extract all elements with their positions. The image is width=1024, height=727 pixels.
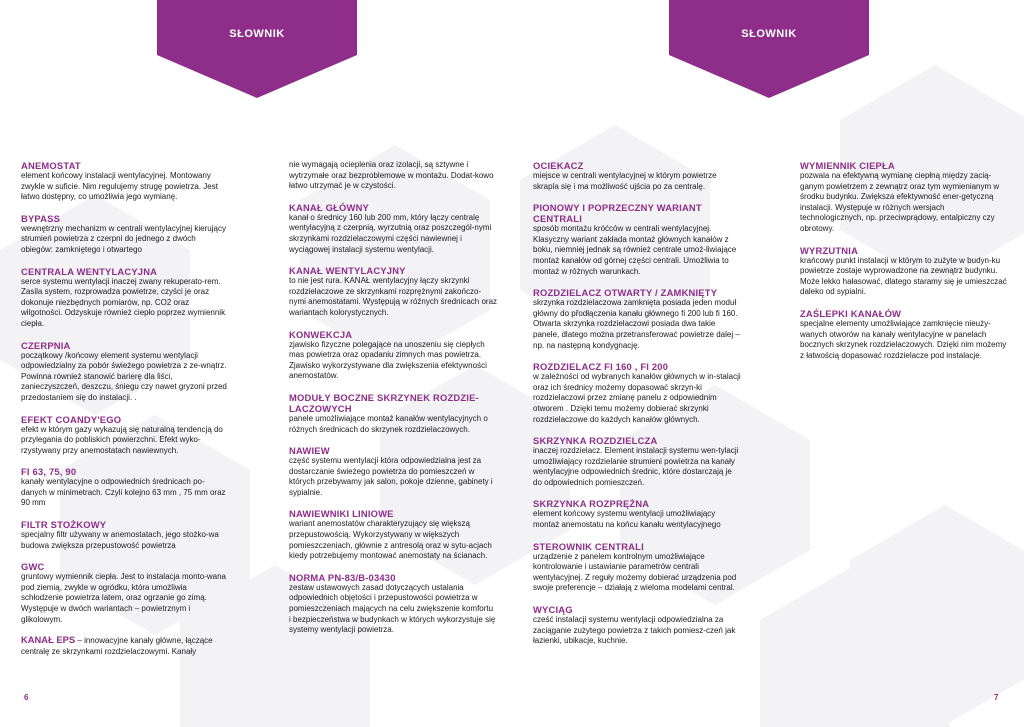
glossary-definition: cześć instalacji systemu wentylacji odpowiedzialna za zaciąganie zużytego powietrza z takich pomiesz-czeń jak łazienki, ubikacje, kuchnie. — [533, 615, 736, 646]
glossary-entry — [800, 160, 1008, 235]
glossary-entry — [21, 466, 229, 509]
glossary-definition: kanały wentylacyjne o odpowiednich średnicach po-danych w minimetrach. Czyli kolejno 63 mm , 75 mm oraz 90 mm — [21, 477, 226, 508]
glossary-entry — [800, 245, 1008, 298]
glossary-definition: serce systemu wentylacji inaczej zwany rekuperato-rem. Zasila system, rozprowadza powietrze, czyści je oraz dokonuje niezbędnych pomiarów, np. CO2 oraz wilgotności. Odzyskuje również ciepło poprzez wymiennik ciepła. — [21, 276, 226, 328]
glossary-entry — [21, 519, 229, 551]
glossary-term: ANEMOSTAT — [21, 160, 81, 171]
glossary-term: NAWIEW — [289, 445, 330, 457]
glossary-entry — [21, 266, 229, 330]
glossary-term: SKRZYNKA ROZDZIELCZA — [533, 435, 658, 447]
glossary-definition-continuation: nie wymagają ocieplenia oraz izolacji, są sztywne i wytrzymałe oraz bezproblemowe w montażu. Dodat-kowo łatwo utrzymać je w czystości. — [289, 160, 494, 191]
glossary-entry — [800, 308, 1008, 361]
glossary-term: WYMIENNIK CIEPŁA — [800, 160, 895, 171]
glossary-entry — [289, 202, 497, 255]
glossary-entry — [533, 160, 741, 192]
glossary-term: GWC — [21, 561, 45, 573]
glossary-entry — [289, 329, 497, 382]
glossary-term: CENTRALA WENTYLACYJNA — [21, 265, 158, 277]
glossary-definition: gruntowy wymiennik ciepła. Jest to instalacja monto-wana pod ziemią, zwykle w ogródku, która umożliwia schłodzenie powietrza latem, oraz ogrzanie go zimą. Występuje w dwóch wariantach – powietrznym i glikolowym. — [21, 572, 226, 624]
banner-shape — [669, 0, 869, 98]
glossary-term: MODUŁY BOCZNE SKRZYNEK ROZDZIE-LACZOWYCH — [289, 391, 479, 414]
glossary-definition: zestaw ustawowych zasad dotyczących ustalania odpowiednich objętości i przepustowości powietrza w pomieszczeniach mających na celu zwiększenie komfortu i bezpieczeństwa w budynkach w których wykorzystuje się systemy wentylacji powietrza. — [289, 582, 496, 635]
glossary-term: KONWEKCJA — [289, 328, 353, 340]
glossary-term: STEROWNIK CENTRALI — [533, 540, 644, 552]
page-title-left: SŁOWNIK — [229, 28, 285, 40]
glossary-column-3 — [533, 160, 741, 657]
glossary-entry — [289, 508, 497, 561]
glossary-entry — [533, 541, 741, 594]
header-banner-right — [669, 0, 869, 98]
glossary-definition: specjalny filtr używany w anemostatach, jego stożko-wa budowa zwiększa przepustowość powietrza — [21, 530, 219, 550]
glossary-entry — [21, 561, 229, 625]
glossary-definition: to nie jest rura. KANAŁ wentylacyjny łączy skrzynki rozdzielaczowe ze skrzynkami rozprężnymi zakończo-nymi anemostatami. Występują w różnych średnicach oraz wariantach kolorystycznych. — [289, 276, 498, 317]
glossary-definition: efekt w którym gazy wykazują się naturalną tendencją do przylegania do pobliskich powierzchni. Efekt wyko-rzystywany przy anemostatach nawiewnych. — [21, 424, 223, 455]
glossary-definition: element końcowy instalacji wentylacyjnej. Montowany zwykle w suficie. Nim regulujemy strugę powietrza. Jest łatwo dostępny, co umożliwia jego wymianę. — [21, 171, 218, 202]
glossary-definition: sposób montażu króćców w centrali wentylacyjnej. Klasyczny wariant zakłada montaż głównych kanałów z boku, niemniej jednak są również centrale umoż-liwiające montaż kanałów od górnej części centrali. Umożliwia to montaż w różnych warunkach. — [533, 224, 737, 276]
banner-shape — [157, 0, 357, 98]
glossary-definition: miejsce w centrali wentylacyjnej w którym powietrze skrapla się i ma możliwość ujścia po za centralę. — [533, 171, 717, 191]
glossary-definition: krańcowy punkt instalacji w którym to zużyte w budyn-ku powietrze zostaje wyprowadzone na zewnątrz budynku. Może lekko hałasować, dlatego staramy się je umieszczać daleko od sypialni. — [800, 255, 1007, 297]
glossary-term: NORMA PN-83/B-03430 — [289, 571, 396, 583]
glossary-definition: skrzynka rozdzielaczowa zamknięta posiada jeden moduł główny do přodłączenia kanału głównego fi 200 lub fi 160. Otwarta skrzynka rozdzielaczowi posiada dwa takie panele, dlatego można przetransferować powietrze dalej – np. na następną kondygnację. — [533, 298, 740, 350]
glossary-entry — [21, 160, 229, 203]
glossary-term: OCIEKACZ — [533, 160, 584, 171]
glossary-entry — [21, 213, 229, 256]
glossary-term: ZAŚLEPKI KANAŁÓW — [800, 307, 902, 319]
glossary-term: SKRZYNKA ROZPRĘŻNA — [533, 498, 650, 510]
glossary-term: PIONOWY I POPRZECZNY WARIANT CENTRALI — [533, 202, 702, 225]
header-banner-left — [157, 0, 357, 98]
glossary-term: ROZDZIELACZ OTWARTY / ZAMKNIĘTY — [533, 287, 718, 299]
glossary-entry — [21, 635, 229, 657]
glossary-term: WYCIĄG — [533, 604, 573, 616]
glossary-definition: urządzenie z panelem kontrolnym umożliwiające kontrolowanie i ustawianie parametrów centrali wentylacyjnej. Z reguły możemy dobierać urządzenia pod swoje preferencje – działają z wieloma modelami central. — [533, 551, 737, 593]
glossary-definition: – innowacyjne kanały główne, łączące centralę ze skrzynkami rozdzielaczowymi. Kanały — [21, 636, 213, 656]
glossary-definition: specjalne elementy umożliwiające zamknięcie nieuży-wanych otworów na kanały wentylacyjne w panelach bocznych skrzynek rozdzielaczowych. Dzięki nim możemy z łatwością dopasować rozdzielacze pod instalacje. — [800, 318, 1007, 360]
glossary-term: ROZDZIELACZ FI 160 , FI 200 — [533, 361, 669, 373]
glossary-term: CZERPNIA — [21, 339, 71, 351]
glossary-definition: inaczej rozdzielacz. Element instalacji systemu wen-tylacji umożliwiający rozdzielanie strumieni powietrza na kanały wentylacyjne odpowiednich średnic, które dostarczają je do odpowiednich pomieszczeń. — [533, 446, 739, 487]
glossary-definition: w zależności od wybranych kanałów głównych w in-stalacji oraz ich średnicy możemy dopasować skrzyn-ki rozdzielaczowi przez zmianę panelu z odpowiednim otworem . Dzięki temu możemy dobierać skrzynki rozdzielaczowe do każdych kanałów głównych. — [533, 372, 741, 424]
glossary-term: KANAŁ EPS — [21, 634, 76, 646]
glossary-inline-entry — [21, 635, 229, 657]
glossary-definition: panele umożliwiające montaż kanałów wentylacyjnych o różnych średnicach do skrzynek rozdzielaczowych. — [289, 413, 488, 434]
glossary-definition: wewnętrzny mechanizm w centrali wentylacyjnej kierujący strumień powietrza z czerpni do jednego z dwóch obiegów: zamkniętego i otwartego — [21, 223, 226, 254]
glossary-definition: pozwala na efektywną wymianę ciepłną między zacią-ganym powietrzem z zewnątrz oraz tym wymienianym w środku budynku. Zwiększa efektywność ener-getyczną instalacji. Występuje w różnych wersjach technologicznych, np. przeciwprądowy, entalpiczny czy obrotowy. — [800, 171, 1000, 233]
glossary-definition: kanał o średnicy 160 lub 200 mm, który łączy centralę wentylacyjną z czerpnią, wyrzutnią oraz poszczegól-nymi skrzynkami rozdzielaczowymi części nawiewnej i wyciągowej instalacji systemu wentylacji. — [289, 212, 492, 254]
glossary-definition: element końcowy systemu wentylacji umożliwiający montaż anemostatu na końcu kanału wentylacyjnego — [533, 509, 721, 530]
glossary-entry — [533, 287, 741, 351]
glossary-column-2 — [289, 160, 497, 646]
glossary-term: FILTR STOŻKOWY — [21, 519, 107, 531]
glossary-term: KANAŁ GŁÓWNY — [289, 201, 369, 213]
glossary-entry — [21, 340, 229, 404]
glossary-entry — [533, 435, 741, 488]
glossary-entry — [289, 572, 497, 636]
glossary-entry — [289, 265, 497, 318]
glossary-term: EFEKT COANDY'EGO — [21, 413, 122, 425]
page-number-right: 7 — [994, 693, 999, 702]
glossary-definition: zjawisko fizyczne polegające na unoszeniu się ciepłych mas powietrza oraz opadaniu zimnych mas powietrza. Zjawisko wykorzystywane dla zwiększenia efektywności anemostatów. — [289, 339, 487, 381]
glossary-entry — [21, 414, 229, 457]
glossary-term: WYRZUTNIA — [800, 244, 859, 256]
glossary-entry — [533, 604, 741, 647]
glossary-term: NAWIEWNIKI LINIOWE — [289, 508, 394, 520]
glossary-entry — [533, 202, 741, 277]
glossary-term: KANAŁ WENTYLACYJNY — [289, 265, 406, 277]
page-number-left: 6 — [24, 693, 29, 702]
glossary-definition: część systemu wentylacji która odpowiedzialna jest za dostarczanie świeżego powietrza do pomieszczeń w których przebywamy jak salon, pokoje dzienne, gabinety i sypialnie. — [289, 456, 493, 497]
glossary-entry — [289, 445, 497, 498]
glossary-term: BYPASS — [21, 212, 61, 224]
glossary-column-4 — [800, 160, 1008, 371]
glossary-term: FI 63, 75, 90 — [21, 466, 77, 478]
glossary-definition: początkowy /końcowy element systemu wentylacji odpowiedzialny za pobór świeżego powietrza z ze-wnątrz. Powinna również stanowić barierę dla liści, zanieczyszczeń, deszczu, śniegu czy nawet gryzoni przed przedostaniem się do instalacji. . — [21, 350, 227, 402]
glossary-definition: wariant anemostatów charakteryzujący się większą przepustowością. Wykorzystywany w większych pomieszczeniach, głównie z antresolą oraz w sytu-acjach kiedy potrzebujemy montować anemostaty na ścianach. — [289, 519, 492, 561]
glossary-entry — [533, 498, 741, 530]
glossary-entry — [533, 361, 741, 425]
glossary-column-1 — [21, 160, 229, 667]
glossary-entry — [289, 392, 497, 435]
page-title-right: SŁOWNIK — [741, 28, 797, 40]
